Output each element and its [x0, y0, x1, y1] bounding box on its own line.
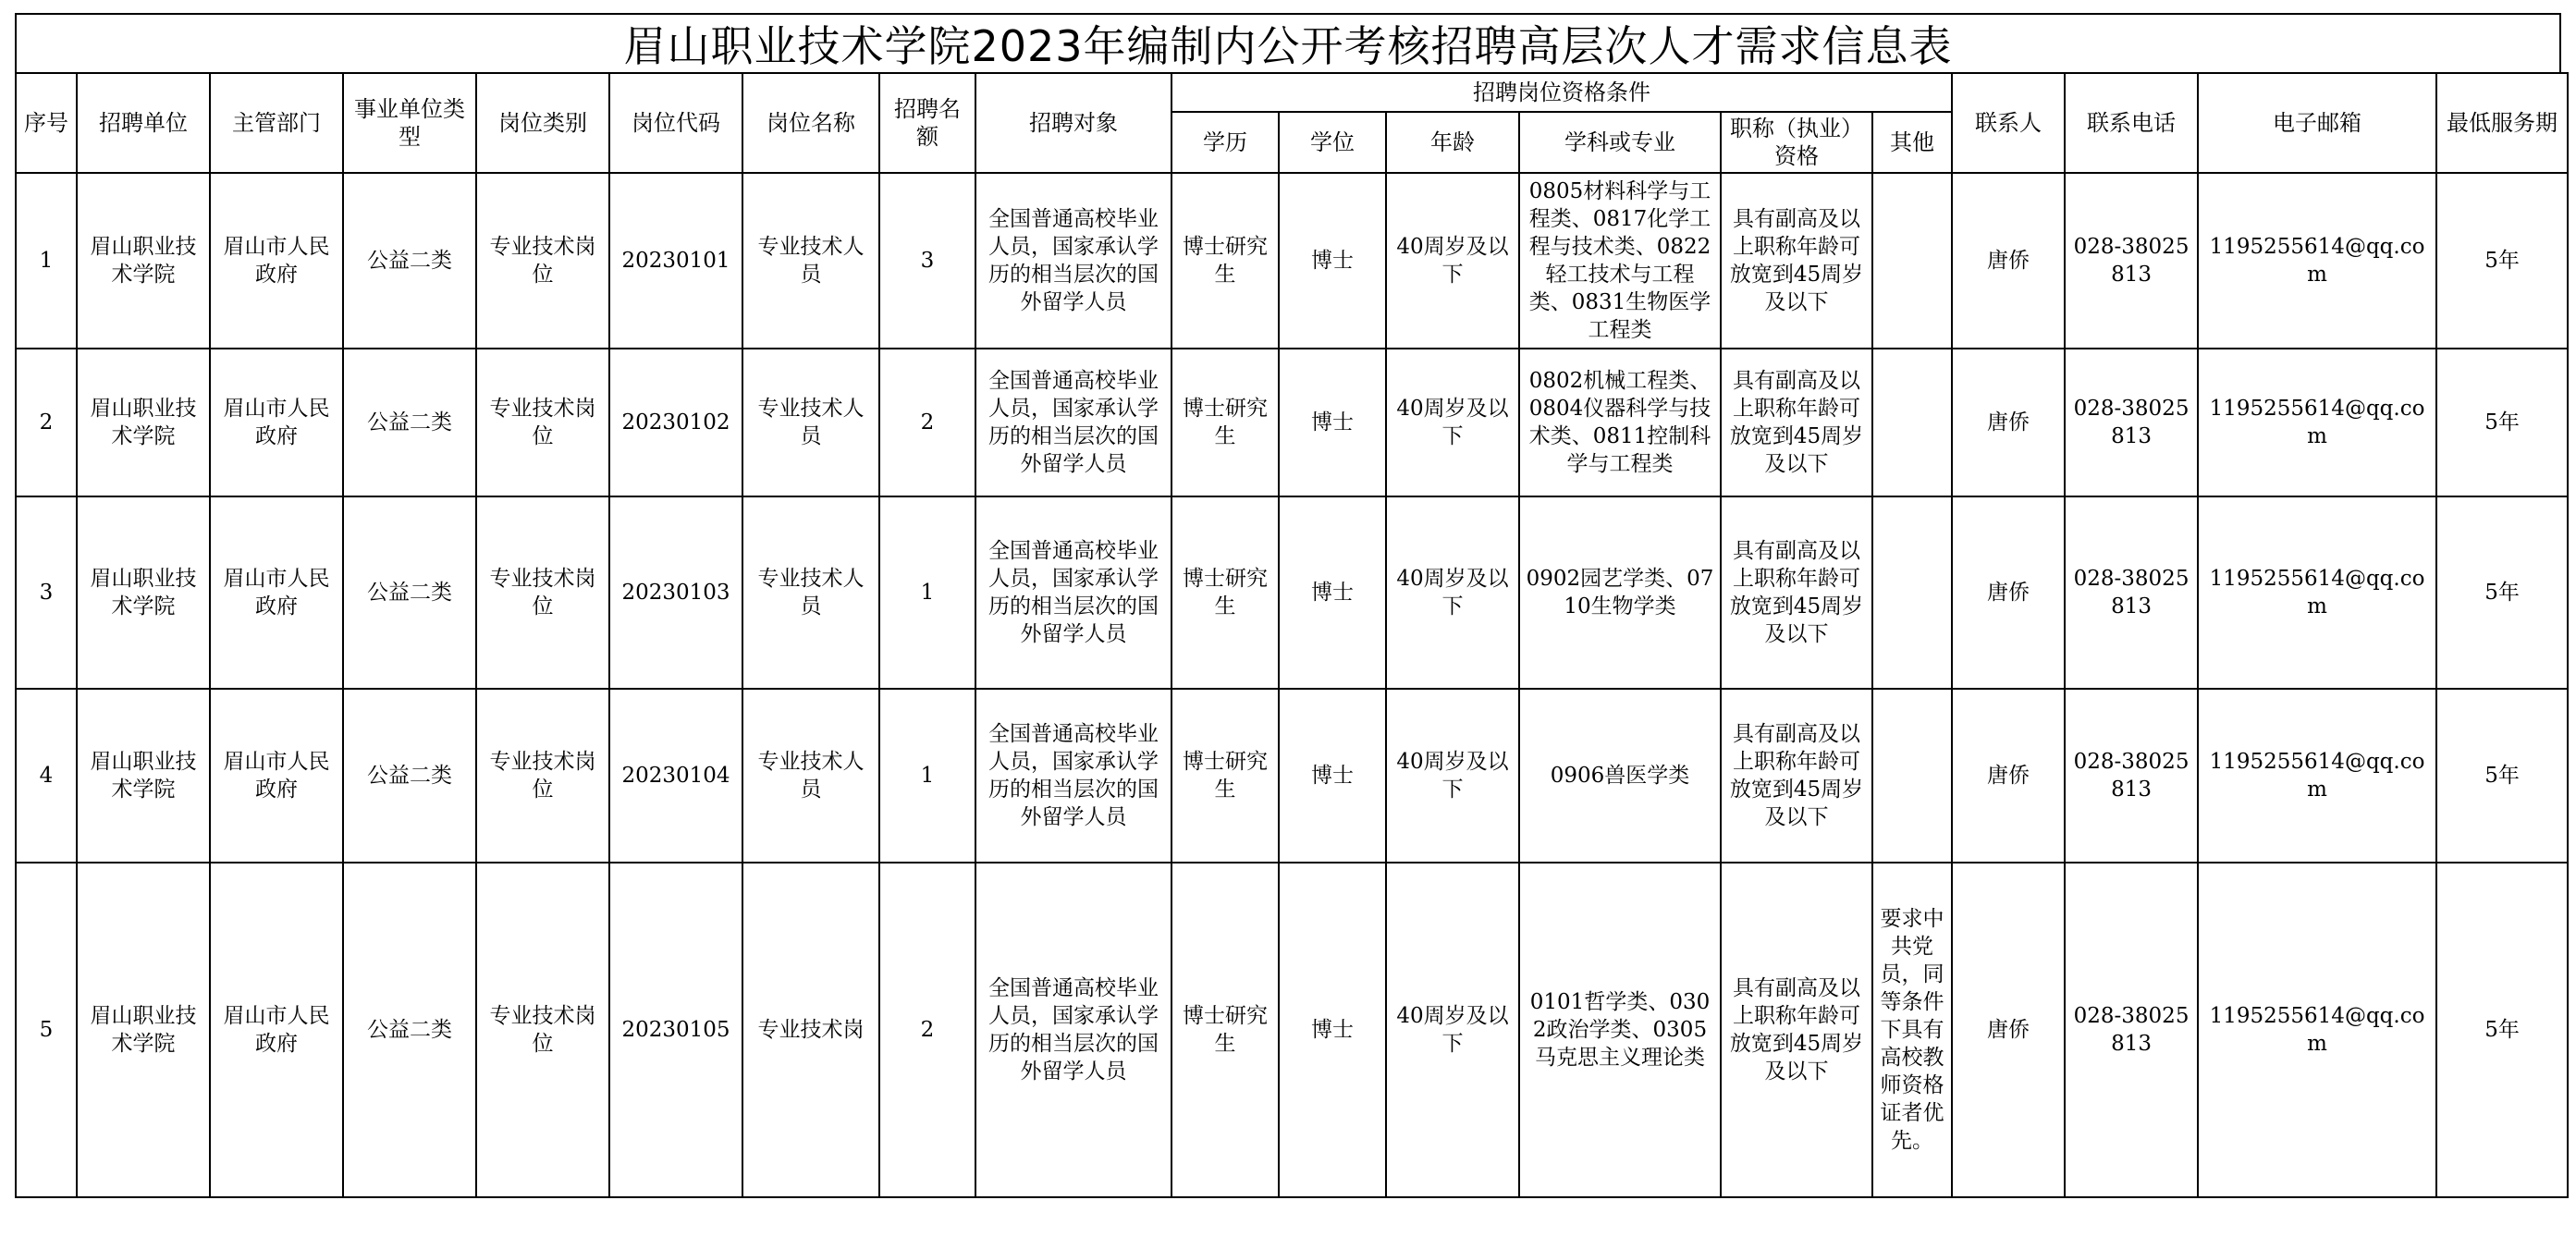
- cell-unit-type: 公益二类: [343, 349, 476, 496]
- cell-post-category: 专业技术岗位: [476, 496, 609, 689]
- cell-major: 0906兽医学类: [1519, 689, 1721, 863]
- cell-age: 40周岁及以下: [1386, 863, 1519, 1197]
- header-seq: 序号: [16, 73, 77, 173]
- cell-min-service: 5年: [2436, 496, 2568, 689]
- header-dept: 主管部门: [210, 73, 343, 173]
- cell-other: [1872, 689, 1952, 863]
- cell-seq: 2: [16, 349, 77, 496]
- cell-post-name: 专业技术岗: [742, 863, 879, 1197]
- cell-other: [1872, 496, 1952, 689]
- cell-contact: 唐侨: [1952, 349, 2065, 496]
- header-target: 招聘对象: [975, 73, 1171, 173]
- cell-unit-type: 公益二类: [343, 173, 476, 349]
- cell-post-code: 20230105: [609, 863, 742, 1197]
- recruitment-table: [15, 72, 2569, 1198]
- cell-education: 博士研究生: [1171, 496, 1279, 689]
- cell-education: 博士研究生: [1171, 863, 1279, 1197]
- cell-major: 0805材料科学与工程类、0817化学工程与技术类、0822轻工技术与工程类、0831生物医学工程类: [1519, 173, 1721, 349]
- header-contact: 联系人: [1952, 73, 2065, 173]
- page-title: 眉山职业技术学院2023年编制内公开考核招聘高层次人才需求信息表: [15, 13, 2561, 72]
- cell-post-category: 专业技术岗位: [476, 173, 609, 349]
- header-quota: 招聘名额: [879, 73, 975, 173]
- table-row: [16, 349, 2568, 496]
- cell-post-code: 20230104: [609, 689, 742, 863]
- cell-min-service: 5年: [2436, 349, 2568, 496]
- cell-unit: 眉山职业技术学院: [77, 689, 210, 863]
- header-age: 年龄: [1386, 112, 1519, 173]
- cell-min-service: 5年: [2436, 863, 2568, 1197]
- cell-title-qual: 具有副高及以上职称年龄可放宽到45周岁及以下: [1721, 496, 1872, 689]
- cell-target: 全国普通高校毕业人员，国家承认学历的相当层次的国外留学人员: [975, 496, 1171, 689]
- cell-email: 1195255614@qq.com: [2198, 689, 2436, 863]
- cell-dept: 眉山市人民政府: [210, 173, 343, 349]
- cell-post-code: 20230102: [609, 349, 742, 496]
- cell-contact: 唐侨: [1952, 173, 2065, 349]
- header-post-code: 岗位代码: [609, 73, 742, 173]
- cell-degree: 博士: [1279, 349, 1386, 496]
- cell-target: 全国普通高校毕业人员，国家承认学历的相当层次的国外留学人员: [975, 349, 1171, 496]
- cell-title-qual: 具有副高及以上职称年龄可放宽到45周岁及以下: [1721, 349, 1872, 496]
- cell-quota: 2: [879, 863, 975, 1197]
- header-email: 电子邮箱: [2198, 73, 2436, 173]
- cell-unit: 眉山职业技术学院: [77, 349, 210, 496]
- header-qualifications: 招聘岗位资格条件: [1171, 73, 1952, 112]
- cell-contact: 唐侨: [1952, 689, 2065, 863]
- cell-quota: 2: [879, 349, 975, 496]
- header-major: 学科或专业: [1519, 112, 1721, 173]
- cell-seq: 5: [16, 863, 77, 1197]
- cell-title-qual: 具有副高及以上职称年龄可放宽到45周岁及以下: [1721, 173, 1872, 349]
- cell-quota: 3: [879, 173, 975, 349]
- cell-post-name: 专业技术人员: [742, 496, 879, 689]
- cell-education: 博士研究生: [1171, 689, 1279, 863]
- cell-age: 40周岁及以下: [1386, 173, 1519, 349]
- cell-post-name: 专业技术人员: [742, 349, 879, 496]
- cell-degree: 博士: [1279, 689, 1386, 863]
- table-row: [16, 173, 2568, 349]
- header-title-qual: 职称（执业）资格: [1721, 112, 1872, 173]
- cell-unit-type: 公益二类: [343, 689, 476, 863]
- cell-seq: 3: [16, 496, 77, 689]
- cell-phone: 028-38025813: [2065, 863, 2198, 1197]
- cell-post-category: 专业技术岗位: [476, 689, 609, 863]
- cell-other: 要求中共党员，同等条件下具有高校教师资格证者优先。: [1872, 863, 1952, 1197]
- header-unit: 招聘单位: [77, 73, 210, 173]
- cell-phone: 028-38025813: [2065, 689, 2198, 863]
- cell-post-category: 专业技术岗位: [476, 863, 609, 1197]
- cell-email: 1195255614@qq.com: [2198, 173, 2436, 349]
- cell-age: 40周岁及以下: [1386, 689, 1519, 863]
- cell-unit-type: 公益二类: [343, 496, 476, 689]
- cell-degree: 博士: [1279, 496, 1386, 689]
- cell-quota: 1: [879, 496, 975, 689]
- cell-seq: 4: [16, 689, 77, 863]
- cell-major: 0101哲学类、0302政治学类、0305马克思主义理论类: [1519, 863, 1721, 1197]
- cell-dept: 眉山市人民政府: [210, 863, 343, 1197]
- cell-degree: 博士: [1279, 863, 1386, 1197]
- cell-education: 博士研究生: [1171, 173, 1279, 349]
- cell-email: 1195255614@qq.com: [2198, 496, 2436, 689]
- cell-age: 40周岁及以下: [1386, 496, 1519, 689]
- cell-target: 全国普通高校毕业人员，国家承认学历的相当层次的国外留学人员: [975, 863, 1171, 1197]
- cell-seq: 1: [16, 173, 77, 349]
- cell-major: 0902园艺学类、0710生物学类: [1519, 496, 1721, 689]
- cell-post-code: 20230101: [609, 173, 742, 349]
- cell-email: 1195255614@qq.com: [2198, 349, 2436, 496]
- header-other: 其他: [1872, 112, 1952, 173]
- cell-email: 1195255614@qq.com: [2198, 863, 2436, 1197]
- cell-dept: 眉山市人民政府: [210, 689, 343, 863]
- table-row: [16, 496, 2568, 689]
- cell-dept: 眉山市人民政府: [210, 349, 343, 496]
- cell-post-name: 专业技术人员: [742, 173, 879, 349]
- cell-education: 博士研究生: [1171, 349, 1279, 496]
- cell-phone: 028-38025813: [2065, 496, 2198, 689]
- cell-other: [1872, 349, 1952, 496]
- cell-unit: 眉山职业技术学院: [77, 173, 210, 349]
- cell-min-service: 5年: [2436, 689, 2568, 863]
- cell-min-service: 5年: [2436, 173, 2568, 349]
- header-education: 学历: [1171, 112, 1279, 173]
- table-row: [16, 863, 2568, 1197]
- header-min-service: 最低服务期: [2436, 73, 2568, 173]
- cell-title-qual: 具有副高及以上职称年龄可放宽到45周岁及以下: [1721, 689, 1872, 863]
- cell-unit-type: 公益二类: [343, 863, 476, 1197]
- header-unit-type: 事业单位类型: [343, 73, 476, 173]
- cell-contact: 唐侨: [1952, 496, 2065, 689]
- cell-post-code: 20230103: [609, 496, 742, 689]
- table-row: [16, 689, 2568, 863]
- cell-post-category: 专业技术岗位: [476, 349, 609, 496]
- cell-target: 全国普通高校毕业人员，国家承认学历的相当层次的国外留学人员: [975, 689, 1171, 863]
- cell-age: 40周岁及以下: [1386, 349, 1519, 496]
- header-row-1: [16, 73, 2568, 112]
- cell-dept: 眉山市人民政府: [210, 496, 343, 689]
- cell-major: 0802机械工程类、0804仪器科学与技术类、0811控制科学与工程类: [1519, 349, 1721, 496]
- header-post-name: 岗位名称: [742, 73, 879, 173]
- cell-target: 全国普通高校毕业人员，国家承认学历的相当层次的国外留学人员: [975, 173, 1171, 349]
- cell-quota: 1: [879, 689, 975, 863]
- cell-phone: 028-38025813: [2065, 349, 2198, 496]
- cell-other: [1872, 173, 1952, 349]
- cell-unit: 眉山职业技术学院: [77, 496, 210, 689]
- recruitment-sheet: [15, 13, 2561, 1198]
- header-post-category: 岗位类别: [476, 73, 609, 173]
- cell-phone: 028-38025813: [2065, 173, 2198, 349]
- cell-unit: 眉山职业技术学院: [77, 863, 210, 1197]
- cell-post-name: 专业技术人员: [742, 689, 879, 863]
- header-degree: 学位: [1279, 112, 1386, 173]
- cell-degree: 博士: [1279, 173, 1386, 349]
- header-phone: 联系电话: [2065, 73, 2198, 173]
- cell-contact: 唐侨: [1952, 863, 2065, 1197]
- cell-title-qual: 具有副高及以上职称年龄可放宽到45周岁及以下: [1721, 863, 1872, 1197]
